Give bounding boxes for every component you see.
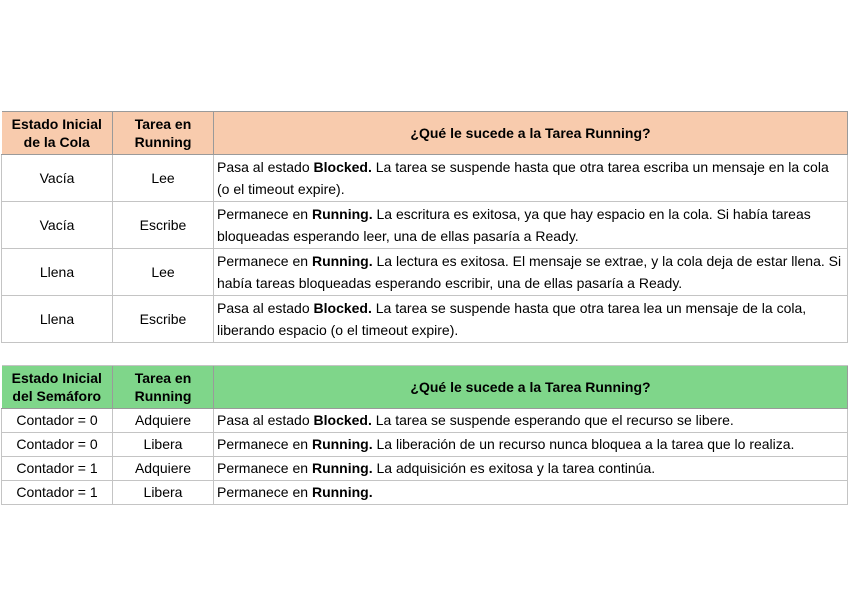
empty-cell[interactable] [214,343,848,366]
estado-cell[interactable]: Contador = 1 [2,457,113,481]
desc-post: La escritura es exitosa, ya que hay espacio en la cola. Si había tareas bloqueadas esperando leer, una de ellas pasaría a Ready. [217,206,811,244]
desc-post: La tarea se suspende hasta que otra tarea escriba un mensaje en la cola (o el timeout expire). [217,159,829,197]
desc-post: La tarea se suspende hasta que otra tarea lea un mensaje de la cola, liberando espacio (o el timeout expire). [217,300,807,338]
cola-header-row [2,112,848,155]
accion-cell[interactable]: Escribe [113,202,214,249]
desc-state: Blocked. [313,159,372,175]
estado-cell[interactable]: Llena [2,296,113,343]
desc-state: Running. [311,253,373,269]
table-row [2,202,848,249]
table-row [2,249,848,296]
desc-state: Running. [311,460,373,476]
descripcion-cell[interactable] [214,296,848,343]
header-que-sucede[interactable]: ¿Qué le sucede a la Tarea Running? [214,112,848,155]
table-row [2,481,848,505]
descripcion-cell[interactable] [214,155,848,202]
table-row [2,296,848,343]
estado-cell[interactable]: Contador = 0 [2,409,113,433]
descripcion-cell[interactable] [214,433,848,457]
header-tarea-running[interactable]: Tarea en Running [113,112,214,155]
descripcion-cell[interactable] [214,202,848,249]
table-row [2,457,848,481]
desc-state: Running. [311,436,373,452]
estado-cell[interactable]: Contador = 0 [2,433,113,457]
descripcion-cell[interactable] [214,481,848,505]
desc-pre: Permanece en [217,484,312,500]
desc-pre: Pasa al estado [217,159,314,175]
descripcion-cell[interactable] [214,249,848,296]
accion-cell[interactable]: Lee [113,249,214,296]
desc-post: La adquisición es exitosa y la tarea continúa. [372,460,656,476]
desc-state: Blocked. [313,412,372,428]
accion-cell[interactable]: Lee [113,155,214,202]
desc-pre: Permanece en [217,206,312,222]
table-row [2,433,848,457]
desc-pre: Permanece en [217,253,312,269]
estado-cell[interactable]: Vacía [2,202,113,249]
desc-state: Blocked. [313,300,372,316]
accion-cell[interactable]: Libera [113,433,214,457]
desc-pre: Permanece en [217,436,312,452]
estado-cell[interactable]: Llena [2,249,113,296]
accion-cell[interactable]: Adquiere [113,409,214,433]
desc-pre: Pasa al estado [217,412,314,428]
accion-cell[interactable]: Libera [113,481,214,505]
descripcion-cell[interactable] [214,457,848,481]
empty-row [2,343,848,366]
desc-state: Running. [311,484,373,500]
header-que-sucede[interactable]: ¿Qué le sucede a la Tarea Running? [214,366,848,409]
desc-pre: Permanece en [217,460,312,476]
table-row [2,409,848,433]
desc-state: Running. [311,206,373,222]
descripcion-cell[interactable] [214,409,848,433]
accion-cell[interactable]: Adquiere [113,457,214,481]
empty-cell[interactable] [113,343,214,366]
header-tarea-running[interactable]: Tarea en Running [113,366,214,409]
desc-post: La lectura es exitosa. El mensaje se extrae, y la cola deja de estar llena. Si había tareas bloqueadas esperando escribir, una de ellas pasaría a Ready. [217,253,842,291]
header-estado-cola[interactable]: Estado Inicial de la Cola [2,112,113,155]
desc-post: La tarea se suspende esperando que el recurso se libere. [371,412,734,428]
semaforo-header-row [2,366,848,409]
desc-post: La liberación de un recurso nunca bloquea a la tarea que lo realiza. [372,436,795,452]
empty-cell[interactable] [2,343,113,366]
accion-cell[interactable]: Escribe [113,296,214,343]
table-row [2,155,848,202]
spreadsheet-sheet [1,111,847,505]
header-estado-semaforo[interactable]: Estado Inicial del Semáforo [2,366,113,409]
desc-pre: Pasa al estado [217,300,314,316]
estado-cell[interactable]: Vacía [2,155,113,202]
state-table [1,111,848,505]
estado-cell[interactable]: Contador = 1 [2,481,113,505]
